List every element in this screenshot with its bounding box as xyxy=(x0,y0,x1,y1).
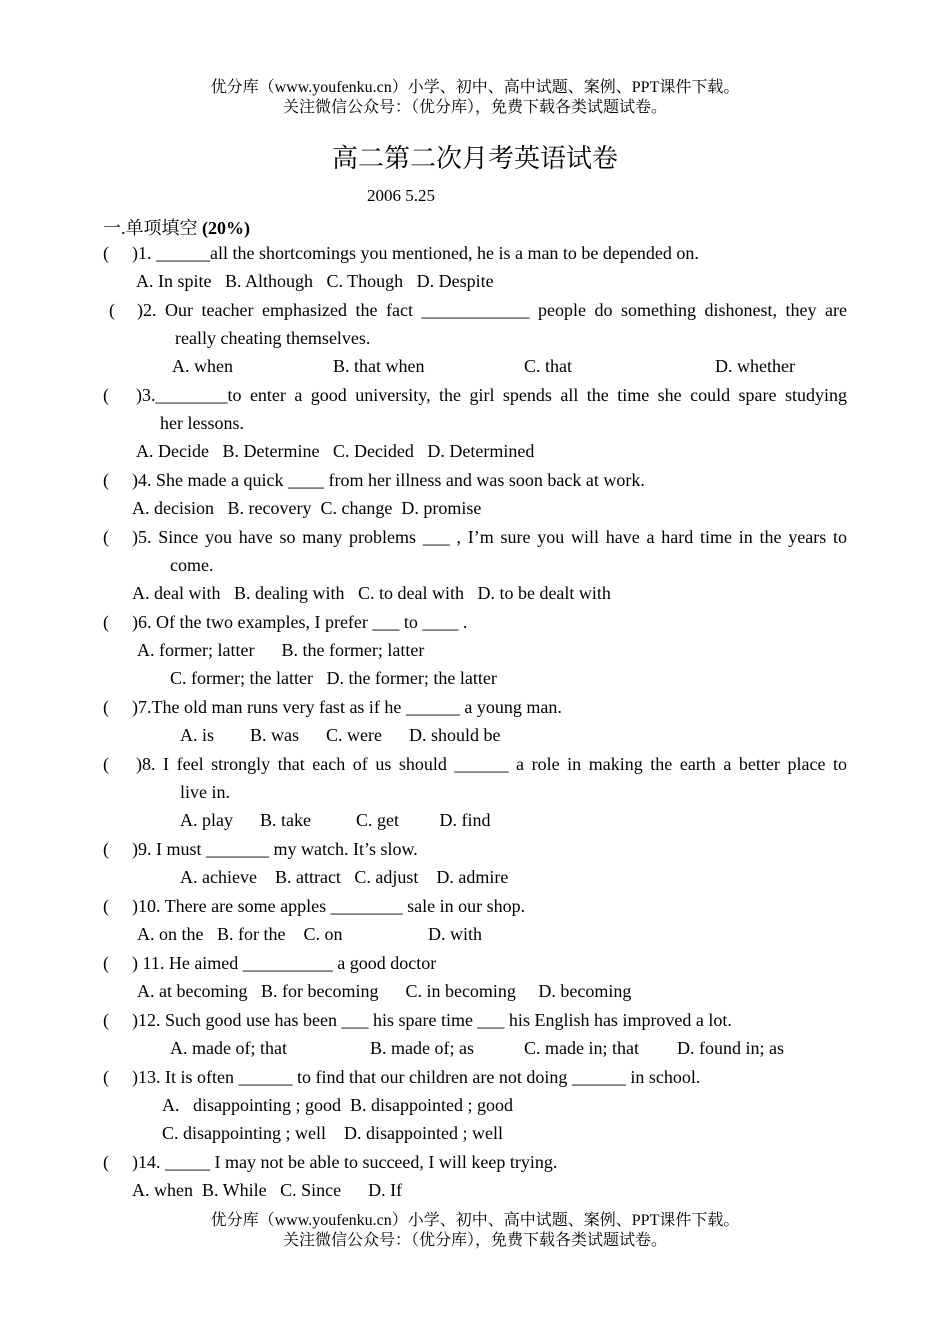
section-score: (20%) xyxy=(202,218,250,238)
question-8-continuation: live in. xyxy=(180,782,230,802)
answer-blank-paren: ( xyxy=(103,754,109,774)
answer-blank-paren: ( xyxy=(103,527,109,547)
question-2-option-a: A. when xyxy=(172,356,233,376)
question-8-options: A. play B. take C. get D. find xyxy=(180,810,491,830)
question-9-options: A. achieve B. attract C. adjust D. admire xyxy=(180,867,509,887)
question-13-options-row-1: A. disappointing ; good B. disappointed ; good xyxy=(162,1095,513,1115)
section-label: 一.单项填空 xyxy=(103,218,202,238)
question-text: )5. Since you have so many problems ___ , I’m sure you will have a hard time in the years to xyxy=(132,527,847,547)
question-11-options: A. at becoming B. for becoming C. in becoming D. becoming xyxy=(137,981,632,1001)
header-line-1: 优分库（www.youfenku.cn）小学、初中、高中试题、案例、PPT课件下载。 xyxy=(210,79,740,96)
question-6-options-row-1: A. former; latter B. the former; latter xyxy=(137,640,425,660)
answer-blank-paren: ( xyxy=(103,1010,109,1030)
question-14-options: A. when B. While C. Since D. If xyxy=(132,1180,403,1200)
question-2-option-c: C. that xyxy=(524,356,572,376)
question-12-option-a: A. made of; that xyxy=(170,1038,287,1058)
answer-blank-paren: ( xyxy=(103,385,109,405)
question-text: )14. _____ I may not be able to succeed, I will keep trying. xyxy=(132,1152,558,1172)
header-line-2: 关注微信公众号：（优分库），免费下载各类试题试卷。 xyxy=(282,99,667,116)
question-5-continuation: come. xyxy=(170,555,214,575)
answer-blank-paren: ( xyxy=(103,953,109,973)
question-3-continuation: her lessons. xyxy=(160,413,244,433)
question-12-option-c: C. made in; that xyxy=(524,1038,639,1058)
question-13-options-row-2: C. disappointing ; well D. disappointed ; well xyxy=(162,1123,503,1143)
question-text: )7.The old man runs very fast as if he ______ a young man. xyxy=(132,697,562,717)
question-text: )2. Our teacher emphasized the fact ____________ people do something dishonest, they are xyxy=(137,300,847,320)
footer-line-1: 优分库（www.youfenku.cn）小学、初中、高中试题、案例、PPT课件下载。 xyxy=(210,1212,740,1229)
exam-date: 2006 5.25 xyxy=(367,186,435,205)
question-1-options: A. In spite B. Although C. Though D. Despite xyxy=(136,271,494,291)
section-heading xyxy=(103,214,250,240)
question-text: )4. She made a quick ____ from her illness and was soon back at work. xyxy=(132,470,645,490)
answer-blank-paren: ( xyxy=(109,300,115,320)
question-3-options: A. Decide B. Determine C. Decided D. Determined xyxy=(136,441,535,461)
footer-line-2: 关注微信公众号：（优分库），免费下载各类试题试卷。 xyxy=(282,1232,667,1249)
question-text: )10. There are some apples ________ sale in our shop. xyxy=(132,896,526,916)
answer-blank-paren: ( xyxy=(103,243,109,263)
answer-blank-paren: ( xyxy=(103,612,109,632)
question-2-option-b: B. that when xyxy=(333,356,425,376)
question-text: )6. Of the two examples, I prefer ___ to ____ . xyxy=(132,612,468,632)
answer-blank-paren: ( xyxy=(103,1067,109,1087)
question-text: )1. ______all the shortcomings you mentioned, he is a man to be depended on. xyxy=(132,243,699,263)
answer-blank-paren: ( xyxy=(103,697,109,717)
question-6-options-row-2: C. former; the latter D. the former; the latter xyxy=(170,668,497,688)
question-text: )13. It is often ______ to find that our children are not doing ______ in school. xyxy=(132,1067,701,1087)
answer-blank-paren: ( xyxy=(103,470,109,490)
answer-blank-paren: ( xyxy=(103,839,109,859)
question-4-options: A. decision B. recovery C. change D. promise xyxy=(132,498,482,518)
question-text: ) 11. He aimed __________ a good doctor xyxy=(132,953,437,973)
question-7-options: A. is B. was C. were D. should be xyxy=(180,725,501,745)
question-2-option-d: D. whether xyxy=(715,356,795,376)
question-5-options: A. deal with B. dealing with C. to deal with D. to be dealt with xyxy=(132,583,611,603)
question-text: )12. Such good use has been ___ his spare time ___ his English has improved a lot. xyxy=(132,1010,732,1030)
question-12-option-b: B. made of; as xyxy=(370,1038,474,1058)
question-text: )8. I feel strongly that each of us should ______ a role in making the earth a better place to xyxy=(136,754,847,774)
page-title: 高二第二次月考英语试卷 xyxy=(331,144,618,173)
question-2-continuation: really cheating themselves. xyxy=(175,328,371,348)
answer-blank-paren: ( xyxy=(103,1152,109,1172)
question-text: )3.________to enter a good university, the girl spends all the time she could spare studying xyxy=(136,385,847,405)
question-10-options: A. on the B. for the C. on D. with xyxy=(137,924,482,944)
question-12-option-d: D. found in; as xyxy=(677,1038,784,1058)
question-text: )9. I must _______ my watch. It’s slow. xyxy=(132,839,418,859)
answer-blank-paren: ( xyxy=(103,896,109,916)
